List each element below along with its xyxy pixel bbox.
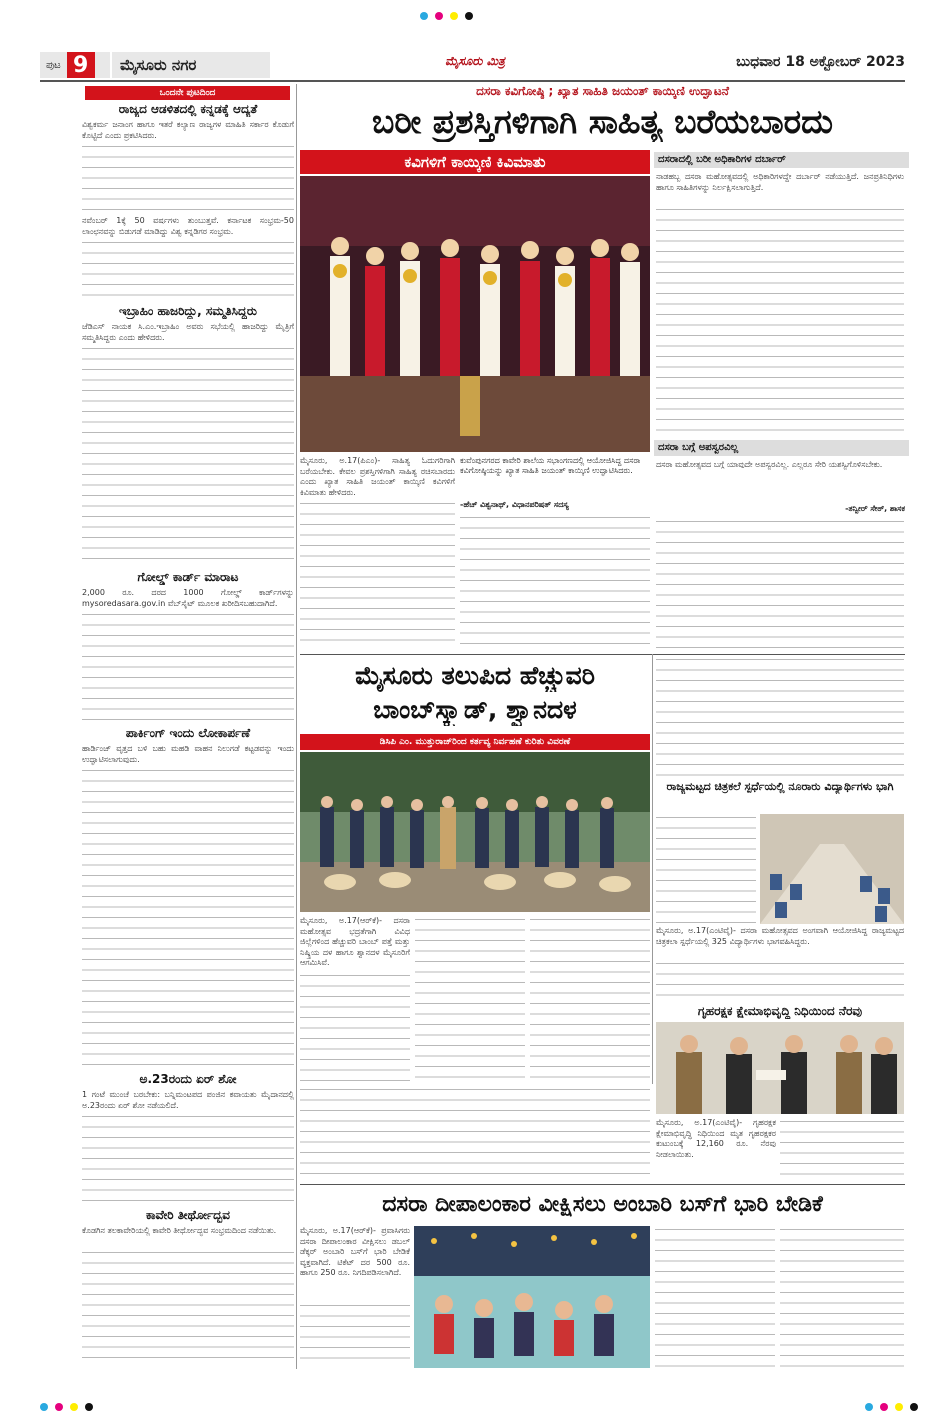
sidebar-title-2: ದಸರಾ ಬಗ್ಗೆ ಅಪಸ್ವರವಿಲ್ಲ — [654, 440, 909, 456]
lead-photo-caption: ಕುವೆಂಪುನಗರದ ಕಾವೇರಿ ಶಾಲೆಯ ಸಭಾಂಗಣದಲ್ಲಿ ಆಯೋಜಿಸಿದ್ದ ದಸರಾ ಕವಿಗೋಷ್ಠಿಯನ್ನು ಖ್ಯಾತ ಸಾಹಿತಿ ಜಯಂತ್ ಕಾಯ್ಕಿಣಿ ಉದ್ಘಾಟಿಸಿದರು. — [460, 456, 641, 475]
story3-body — [82, 611, 294, 723]
sidebar-body-3 — [656, 518, 904, 648]
story6-lead: ಕೊಡಗಿನ ತಲಕಾವೇರಿಯಲ್ಲಿ ಕಾವೇರಿ ತೀರ್ಥೋದ್ಭವ ಸಂಭ್ರಮದಿಂದ ನಡೆಯಿತು. — [82, 1226, 277, 1235]
art-body-text — [656, 814, 756, 924]
registration-dots-top — [420, 12, 473, 20]
page-number-box — [40, 52, 110, 78]
story4-lead: ಹಾರ್ಡಿಂಜ್ ವೃತ್ತದ ಬಳಿ ಬಹು ಮಹಡಿ ವಾಹನ ನಿಲುಗಡೆ ಕಟ್ಟಡವನ್ನು ಇಂದು ಉದ್ಘಾಟಿಸಲಾಗುವುದು. — [82, 744, 294, 764]
lead-kicker: ದಸರಾ ಕವಿಗೋಷ್ಠಿ ; ಖ್ಯಾತ ಸಾಹಿತಿ ಜಯಂತ್ ಕಾಯ್ಕಿಣಿ ಉದ್ಘಾಟನೆ — [476, 84, 729, 98]
bus-headline: ದಸರಾ ದೀಪಾಲಂಕಾರ ವೀಕ್ಷಿಸಲು ಅಂಬಾರಿ ಬಸ್‌ಗೆ ಭಾರಿ ಬೇಡಿಕೆ — [382, 1192, 823, 1217]
bomb-headline-line2: ಬಾಂಬ್‌ಸ್ಕ್ವಾಡ್, ಶ್ವಾನದಳ — [373, 695, 577, 724]
kavigoshti-photo — [300, 176, 650, 452]
lead-body: ಮೈಸೂರು, ಅ.17(ಪಿಎಂ)- ಸಾಹಿತ್ಯ ಓದುಗರಿಗಾಗಿ ಬರೆಯಬೇಕು. ಕೇವಲ ಪ್ರಶಸ್ತಿಗಳಿಗಾಗಿ ಸಾಹಿತ್ಯ ರಚಿಸಬಾರದು ಎಂದು ಖ್ಯಾತ ಸಾಹಿತಿ ಜಯಂತ್ ಕಾಯ್ಕಿಣಿ ಕವಿಗಳಿಗೆ ಕಿವಿಮಾತು ಹೇಳಿದರು. — [300, 456, 455, 497]
bus-body: ಮೈಸೂರು, ಅ.17(ಆರ್‌ಕೆ)- ಪ್ರವಾಸಿಗರು ದಸರಾ ದೀಪಾಲಂಕಾರ ವೀಕ್ಷಿಸಲು ಡಬಲ್ ಡೆಕ್ಕರ್ ಅಂಬಾರಿ ಬಸ್‌ಗೆ ಭಾರಿ ಬೇಡಿಕೆ ವ್ಯಕ್ತವಾಗಿದೆ. ಟಿಕೆಟ್ ದರ 500 ರೂ. ಹಾಗೂ 250 ರೂ. ನಿಗದಿಪಡಿಸಲಾಗಿದೆ. — [300, 1226, 410, 1277]
welfare-body: ಮೈಸೂರು, ಅ.17(ಎಂಟಿವೈ)- ಗೃಹರಕ್ಷಕ ಕ್ಷೇಮಾಭಿವೃದ್ಧಿ ನಿಧಿಯಿಂದ ಮೃತ ಗೃಹರಕ್ಷಕರ ಕುಟುಂಬಕ್ಕೆ 12,160 ರೂ. ನೆರವು ನೀಡಲಾಯಿತು. — [656, 1118, 776, 1159]
registration-dots-bottom-right — [865, 1403, 918, 1411]
masthead: ಮೈಸೂರು ಮಿತ್ರ — [445, 54, 505, 68]
story1-body — [82, 143, 294, 215]
story6-body — [82, 1249, 294, 1361]
lower-rule — [300, 1184, 905, 1185]
registration-dots-bottom-left — [40, 1403, 93, 1411]
sidebar-title-1: ದಸರಾದಲ್ಲಿ ಬರೀ ಅಧಿಕಾರಿಗಳ ದರ್ಬಾರ್ — [654, 152, 909, 168]
story5-body — [82, 1113, 294, 1205]
bus-body-col4 — [780, 1226, 904, 1368]
bomb-body-lower — [300, 1086, 650, 1180]
mid-rule — [300, 654, 905, 655]
welfare-body-col2 — [780, 1118, 904, 1180]
bomb-body-col1 — [300, 972, 410, 1082]
page-label: ಪುಟ — [46, 59, 61, 71]
right-divider — [652, 654, 653, 1084]
bomb-subhead: ಡಿಸಿಪಿ ಎಂ. ಮುತ್ತುರಾಜ್‌ರಿಂದ ಕರ್ತವ್ಯ ನಿರ್ವಹಣೆ ಕುರಿತು ವಿವರಣೆ — [300, 734, 650, 750]
story2-title: ಇಬ್ರಾಹಿಂ ಹಾಜರಿದ್ದು, ಸಮ್ಮತಿಸಿದ್ದರು — [118, 304, 257, 318]
story2-lead: ಜೆಡಿಎಸ್ ನಾಯಕ ಸಿ.ಎಂ.ಇಬ್ರಾಹಿಂ ಅವರು ಸಭೆಯಲ್ಲಿ ಹಾಜರಿದ್ದು ಮೈತ್ರಿಗೆ ಸಮ್ಮತಿಸಿದ್ದರು ಎಂದು ಹೇಳಿದರು. — [82, 322, 294, 342]
story6-title: ಕಾವೇರಿ ತೀರ್ಥೋದ್ಭವ — [146, 1208, 230, 1222]
section-title: ಮೈಸೂರು ನಗರ — [112, 52, 270, 78]
dog-squad-photo — [300, 752, 650, 912]
right-column-continuation — [656, 656, 904, 776]
bus-body-col1 — [300, 1302, 410, 1368]
lead-caption-credit: -ಹೆಚ್ ವಿಶ್ವನಾಥ್, ವಿಧಾನಪರಿಷತ್ ಸದಸ್ಯ — [460, 500, 569, 509]
story5-lead: 1 ಗಂಟೆ ಮುಂಚೆ ಬರಬೇಕು: ಬನ್ನಿಮಂಟಪದ ಪಂಜಿನ ಕವಾಯತು ಮೈದಾನದಲ್ಲಿ ಅ.23ರಂದು ಏರ್ ಶೋ ನಡೆಯಲಿದೆ. — [82, 1090, 294, 1110]
story4-body — [82, 767, 294, 1069]
bomb-headline-line1: ಮೈಸೂರು ತಲುಪಿದ ಹೆಚ್ಚುವರಿ — [355, 661, 595, 690]
lead-body-col2 — [460, 514, 650, 650]
art-body-more — [656, 960, 904, 1000]
sidebar-credit-2: -ತನ್ವೀರ್ ಸೇಠ್, ಶಾಸಕ — [845, 504, 905, 513]
bus-body-col3 — [655, 1226, 775, 1368]
sidebar-body-2: ದಸರಾ ಮಹೋತ್ಸವದ ಬಗ್ಗೆ ಯಾವುದೇ ಅಪಸ್ವರವಿಲ್ಲ. ಎಲ್ಲರೂ ಸೇರಿ ಯಶಸ್ವಿಗೊಳಿಸಬೇಕು. — [656, 460, 883, 469]
lead-headline: ಬರೀ ಪ್ರಶಸ್ತಿಗಳಿಗಾಗಿ ಸಾಹಿತ್ಯ ಬರೆಯಬಾರದು — [372, 102, 833, 141]
story5-title: ಅ.23ರಂದು ಏರ್ ಶೋ — [139, 1072, 237, 1086]
welfare-photo — [656, 1022, 904, 1114]
story1-body-2 — [82, 239, 294, 301]
bomb-body-col2 — [415, 916, 525, 1082]
story1-title: ರಾಜ್ಯದ ಆಡಳಿತದಲ್ಲಿ ಕನ್ನಡಕ್ಕೆ ಆದ್ಯತೆ — [118, 102, 258, 116]
lead-subhead: ಕವಿಗಳಿಗೆ ಕಾಯ್ಕಿಣಿ ಕಿವಿಮಾತು — [300, 150, 650, 174]
welfare-headline: ಗೃಹರಕ್ಷಕ ಕ್ಷೇಮಾಭಿವೃದ್ಧಿ ನಿಧಿಯಿಂದ ನೆರವು — [697, 1004, 863, 1018]
story1-lead: ವಿಶ್ವಕರ್ಮ ಜನಾಂಗ ಹಾಗೂ ಇತರೆ ಕಲ್ಯಾಣ ರಾಜ್ಯಗಳ ಮಾಹಿತಿ ಸರ್ಕಾರ ಕೊಡುಗೆ ಕೊಟ್ಟಿದೆ ಎಂದು ಪ್ರಕಟಿಸಿದರು. — [82, 120, 294, 140]
bomb-body-col3 — [530, 916, 650, 1082]
lead-body-col1 — [300, 500, 455, 650]
bomb-body: ಮೈಸೂರು, ಅ.17(ಆರ್‌ಕೆ)- ದಸರಾ ಮಹೋತ್ಸವ ಭದ್ರತೆಗಾಗಿ ವಿವಿಧ ಜಿಲ್ಲೆಗಳಿಂದ ಹೆಚ್ಚುವರಿ ಬಾಂಬ್ ಪತ್ತೆ ಮತ್ತು ನಿಷ್ಕ್ರಿಯ ದಳ ಹಾಗೂ ಶ್ವಾನದಳ ಮೈಸೂರಿಗೆ ಆಗಮಿಸಿವೆ. — [300, 916, 410, 967]
ambari-bus-photo — [414, 1226, 650, 1368]
art-headline: ರಾಜ್ಯಮಟ್ಟದ ಚಿತ್ರಕಲೆ ಸ್ಪರ್ಧೆಯಲ್ಲಿ ನೂರಾರು ವಿದ್ಯಾರ್ಥಿಗಳು ಭಾಗಿ — [666, 780, 894, 793]
sidebar-body-1: ನಾಡಹಬ್ಬ ದಸರಾ ಮಹೋತ್ಸವದಲ್ಲಿ ಅಧಿಕಾರಿಗಳದ್ದೇ ದರ್ಬಾರ್ ನಡೆಯುತ್ತಿದೆ. ಜನಪ್ರತಿನಿಧಿಗಳು ಹಾಗೂ ಸಾಹಿತಿಗಳನ್ನು ನಿರ್ಲಕ್ಷಿಸಲಾಗುತ್ತಿದೆ. — [656, 172, 904, 192]
header-rule — [40, 80, 905, 82]
page-number: 9 — [67, 52, 95, 78]
art-competition-photo — [760, 814, 904, 924]
story3-title: ಗೋಲ್ಡ್ ಕಾರ್ಡ್ ಮಾರಾಟ — [137, 570, 239, 584]
sidebar-body-1-more — [656, 206, 904, 438]
story4-title: ಪಾರ್ಕಿಂಗ್ ಇಂದು ಲೋಕಾರ್ಪಣೆ — [125, 726, 251, 740]
story3-lead: 2,000 ರೂ. ದರದ 1000 ಗೋಲ್ಡ್ ಕಾರ್ಡ್‌ಗಳನ್ನು mysoredasara.gov.in ವೆಬ್‌ಸೈಟ್ ಮೂಲಕ ಖರೀದಿಸಬಹುದಾಗಿದೆ. — [82, 588, 294, 608]
art-body: ಮೈಸೂರು, ಅ.17(ಎಂಟಿವೈ)- ದಸರಾ ಮಹೋತ್ಸವದ ಅಂಗವಾಗಿ ಆಯೋಜಿಸಿದ್ದ ರಾಜ್ಯಮಟ್ಟದ ಚಿತ್ರಕಲಾ ಸ್ಪರ್ಧೆಯಲ್ಲಿ 325 ವಿದ್ಯಾರ್ಥಿಗಳು ಭಾಗವಹಿಸಿದ್ದರು. — [656, 926, 904, 946]
column-divider — [296, 84, 297, 1369]
story2-body — [82, 345, 294, 567]
issue-date: ಬುಧವಾರ 18 ಅಕ್ಟೋಬರ್ 2023 — [736, 54, 905, 70]
continued-banner: ಒಂದನೇ ಪುಟದಿಂದ — [85, 86, 290, 100]
story1-mid: ನವೆಂಬರ್ 1ಕ್ಕೆ 50 ವರ್ಷಗಳು ತುಂಬುತ್ತವೆ. ಕರ್ನಾಟಕ ಸಂಭ್ರಮ-50 ಲಾಂಛನವನ್ನು ಬಿಡುಗಡೆ ಮಾಡಿದ್ದು ವಿಶ್ವ ಕನ್ನಡಿಗರ ಸಂಭ್ರಮ. — [82, 216, 294, 236]
